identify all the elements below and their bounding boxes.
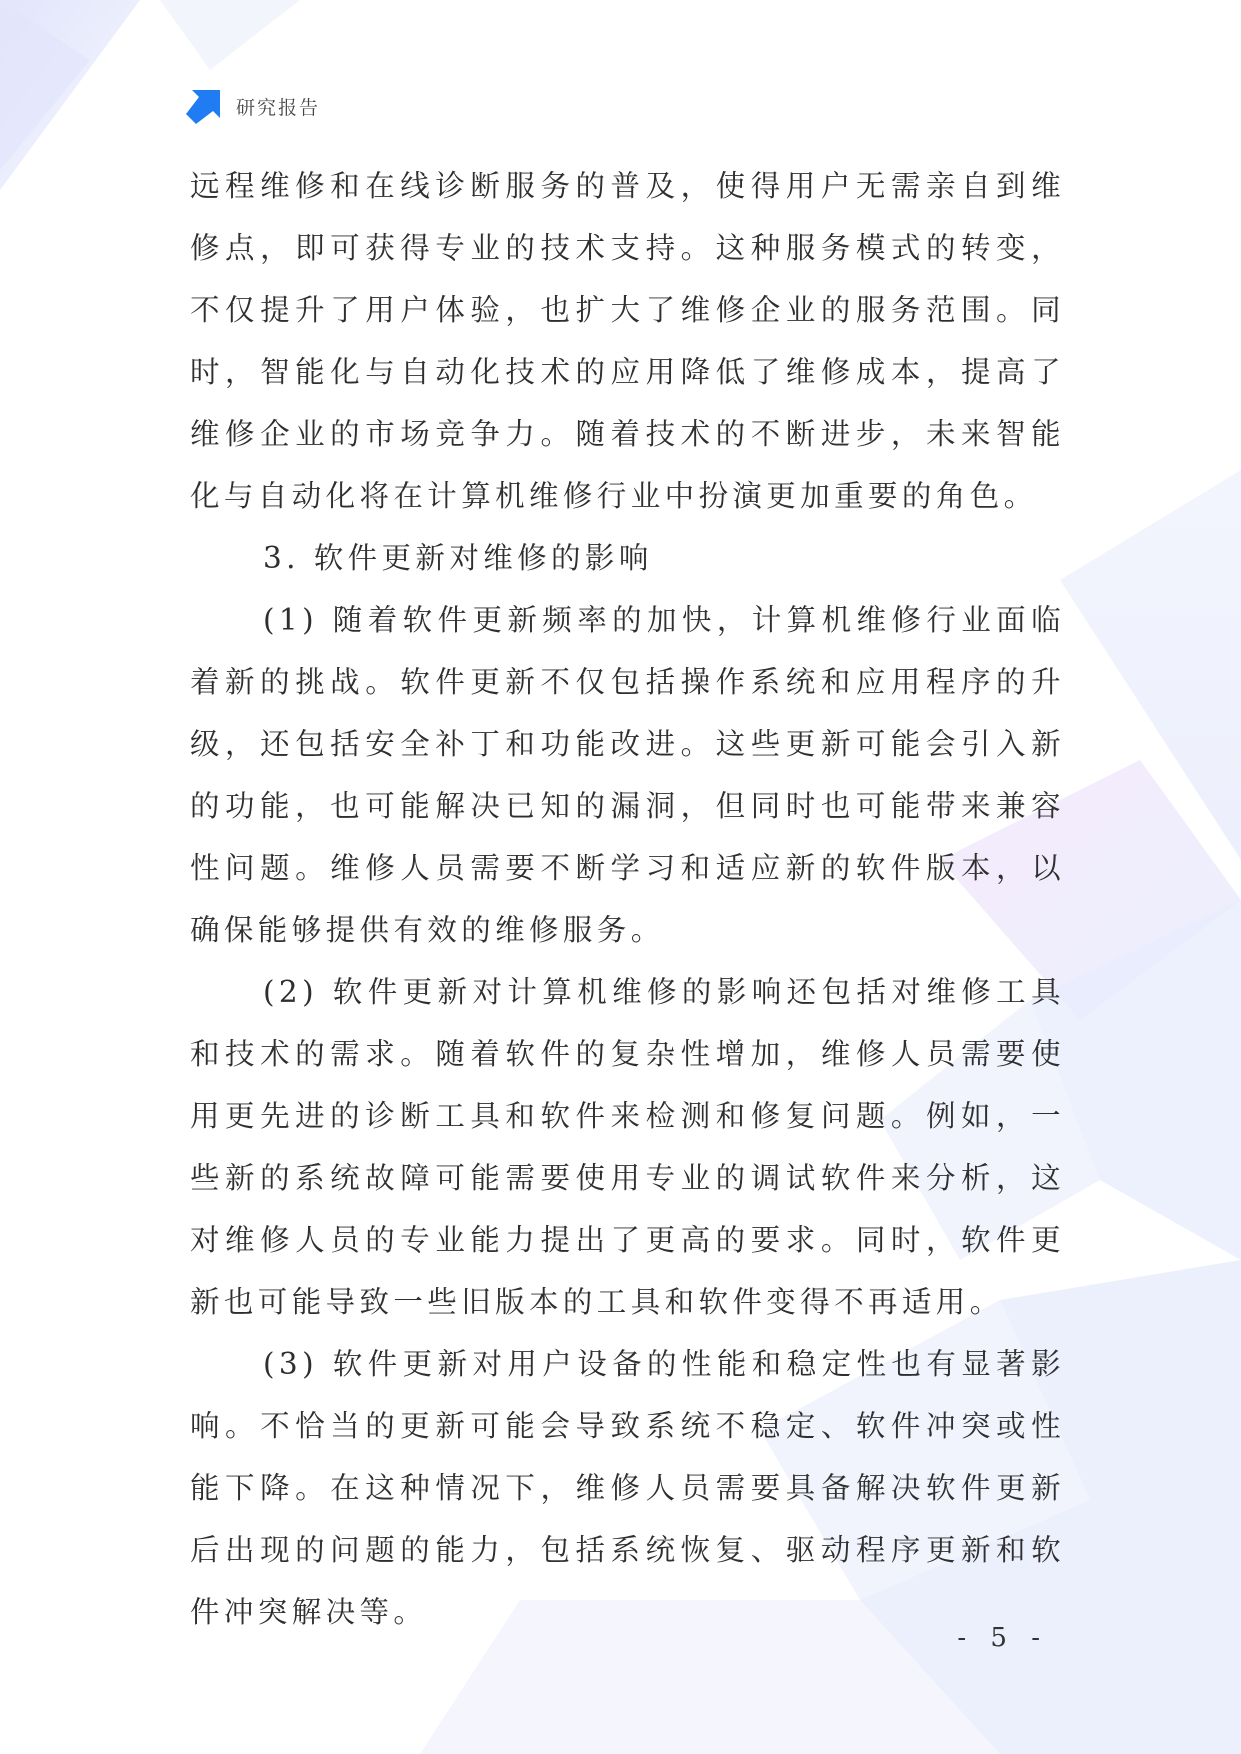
paragraph-item-2: (2) 软件更新对计算机维修的影响还包括对维修工具和技术的需求。随着软件的复杂性增加，维修人员需要使用更先进的诊断工具和软件来检测和修复问题。例如，一些新的系统故障可能需要使用专业的调试软件来分析，这对维修人员的专业能力提出了更高的要求。同时，软件更新也可能导致一些旧版本的工具和软件变得不再适用。 <box>190 975 1065 1319</box>
paragraph-item-3: (3) 软件更新对用户设备的性能和稳定性也有显著影响。不恰当的更新可能会导致系统不稳定、软件冲突或性能下降。在这种情况下，维修人员需要具备解决软件更新后出现的问题的能力，包括系统恢复、驱动程序更新和软件冲突解决等。 <box>190 1347 1065 1629</box>
page-number: - 5 - <box>957 1623 1048 1653</box>
paragraph-item-1: (1) 随着软件更新频率的加快，计算机维修行业面临着新的挑战。软件更新不仅包括操作系统和应用程序的升级，还包括安全补丁和功能改进。这些更新可能会引入新的功能，也可能解决已知的漏洞，但同时也可能带来兼容性问题。维修人员需要不断学习和适应新的软件版本，以确保能够提供有效的维修服务。 <box>190 603 1065 947</box>
report-header <box>186 88 320 124</box>
paragraph-intro: 远程维修和在线诊断服务的普及，使得用户无需亲自到维修点，即可获得专业的技术支持。这种服务模式的转变，不仅提升了用户体验，也扩大了维修企业的服务范围。同时，智能化与自动化技术的应用降低了维修成本，提高了维修企业的市场竞争力。随着技术的不断进步，未来智能化与自动化将在计算机维修行业中扮演更加重要的角色。 <box>190 169 1065 513</box>
header-title: 研究报告 <box>236 96 321 119</box>
section-heading: 3. 软件更新对维修的影响 <box>263 541 653 575</box>
document-body <box>190 155 1065 1643</box>
arrow-up-right-icon <box>186 88 222 124</box>
